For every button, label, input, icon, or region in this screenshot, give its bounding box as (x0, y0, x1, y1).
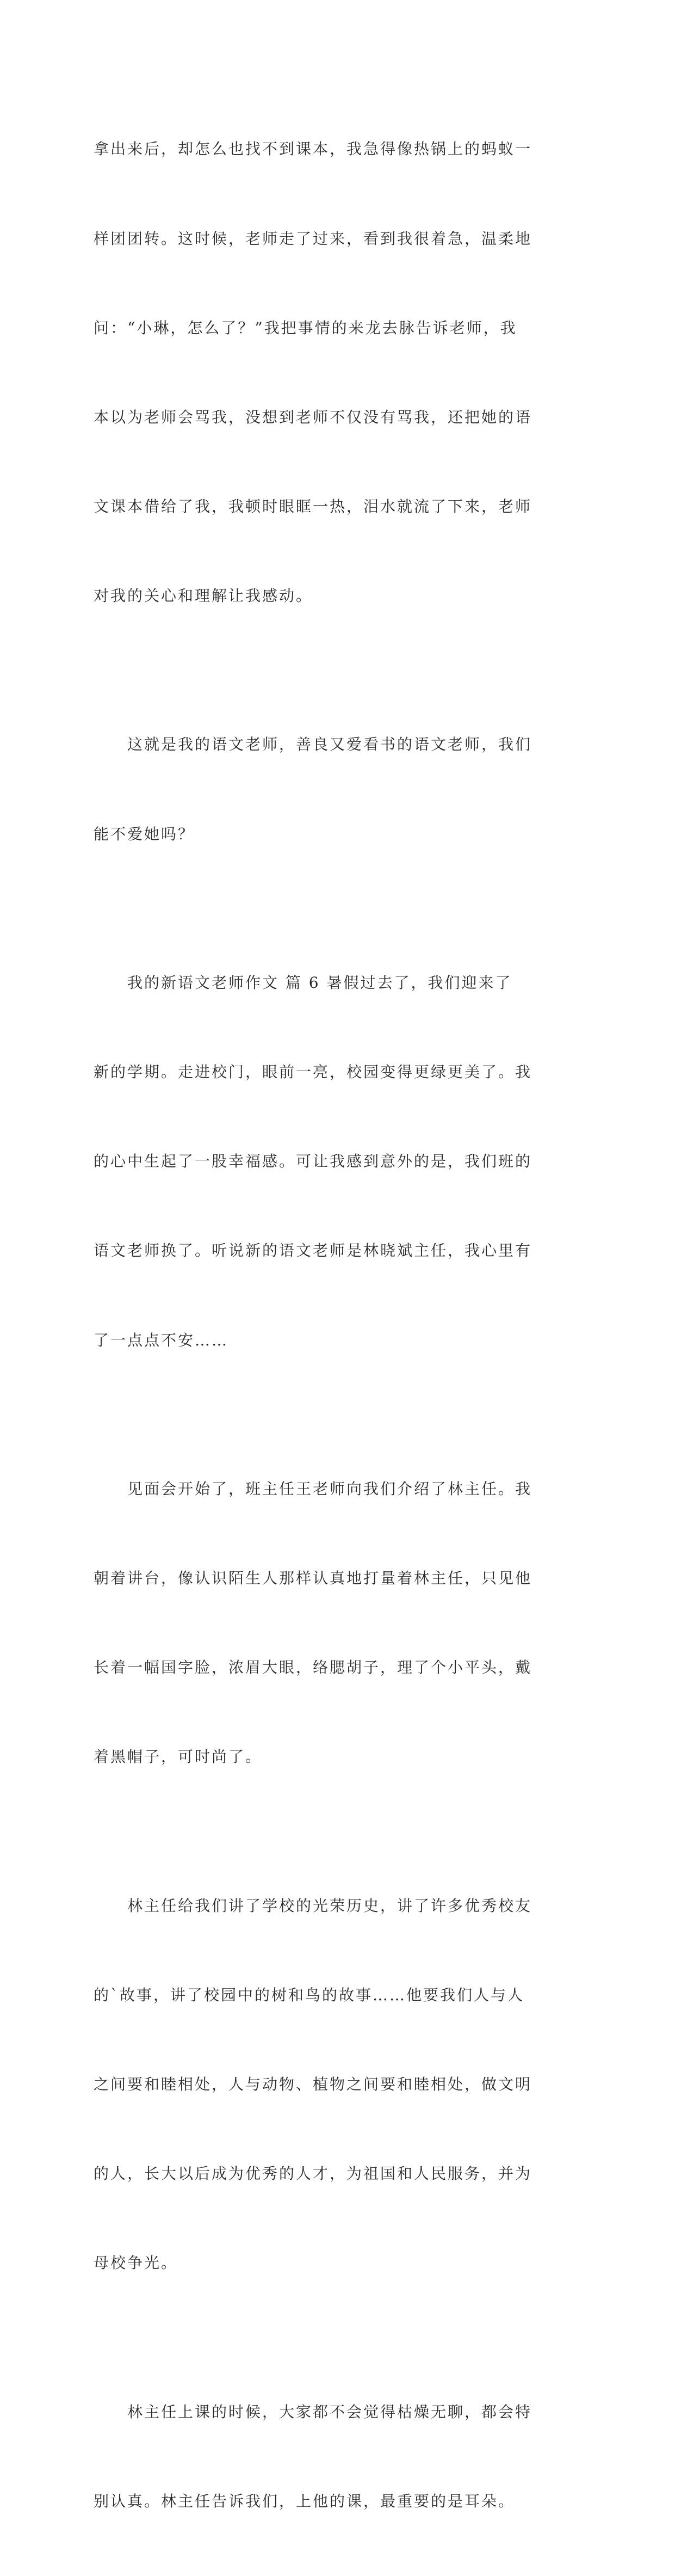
section-heading-line: 我的新语文老师作文 篇 6 暑假过去了，我们迎来了 (127, 974, 512, 992)
text-line: 林主任上课的时候，大家都不会觉得枯燥无聊，都会特 (127, 2402, 532, 2421)
document-body (94, 75, 532, 2576)
text-line: 的人，长大以后成为优秀的人才，为祖国和人民服务，并为 (94, 2165, 532, 2183)
text-line: 文课本借给了我，我顿时眼眶一热，泪水就流了下来，老师 (94, 497, 532, 515)
paragraph-4 (94, 1415, 532, 1832)
text-line: 林主任给我们讲了学校的光荣历史，讲了许多优秀校友 (127, 1896, 532, 1915)
paragraph-3 (94, 909, 532, 1415)
text-line: 朝着讲台，像认识陌生人那样认真地打量着林主任，只见他 (94, 1569, 532, 1588)
text-line: 见面会开始了，班主任王老师向我们介绍了林主任。我 (127, 1480, 532, 1498)
text-line: 本以为老师会骂我，没想到老师不仅没有骂我，还把她的语 (94, 408, 532, 426)
paragraph-2 (94, 671, 532, 909)
paragraph-5 (94, 1831, 532, 2338)
paragraph-1 (94, 75, 532, 671)
text-line: 母校争光。 (94, 2254, 178, 2272)
text-line: 语文老师换了。听说新的语文老师是林晓斌主任，我心里有 (94, 1241, 532, 1260)
text-line: 对我的关心和理解让我感动。 (94, 586, 313, 605)
text-line: 之间要和睦相处，人与动物、植物之间要和睦相处，做文明 (94, 2075, 532, 2094)
text-line: 别认真。林主任告诉我们，上他的课，最重要的是耳朵。 (94, 2492, 516, 2510)
text-line: 样团团转。这时候，老师走了过来，看到我很着急，温柔地 (94, 229, 532, 248)
text-line: 拿出来后，却怎么也找不到课本，我急得像热锅上的蚂蚁一 (94, 140, 532, 158)
paragraph-6 (94, 2338, 532, 2576)
text-line: 这就是我的语文老师，善良又爱看书的语文老师，我们 (127, 735, 532, 754)
text-line: 长着一幅国字脸，浓眉大眼，络腮胡子，理了个小平头，戴 (94, 1658, 532, 1677)
text-line: 着黑帽子，可时尚了。 (94, 1748, 263, 1766)
text-line: 的心中生起了一股幸福感。可让我感到意外的是，我们班的 (94, 1152, 532, 1171)
text-line: 能不爱她吗？ (94, 825, 195, 843)
text-line: 新的学期。走进校门，眼前一亮，校园变得更绿更美了。我 (94, 1063, 532, 1081)
text-line: 了一点点不安…… (94, 1331, 229, 1349)
text-line: 的`故事，讲了校园中的树和鸟的故事……他要我们人与人 (94, 1986, 525, 2004)
text-line: 问：“小琳，怎么了？”我把事情的来龙去脉告诉老师，我 (94, 318, 517, 337)
